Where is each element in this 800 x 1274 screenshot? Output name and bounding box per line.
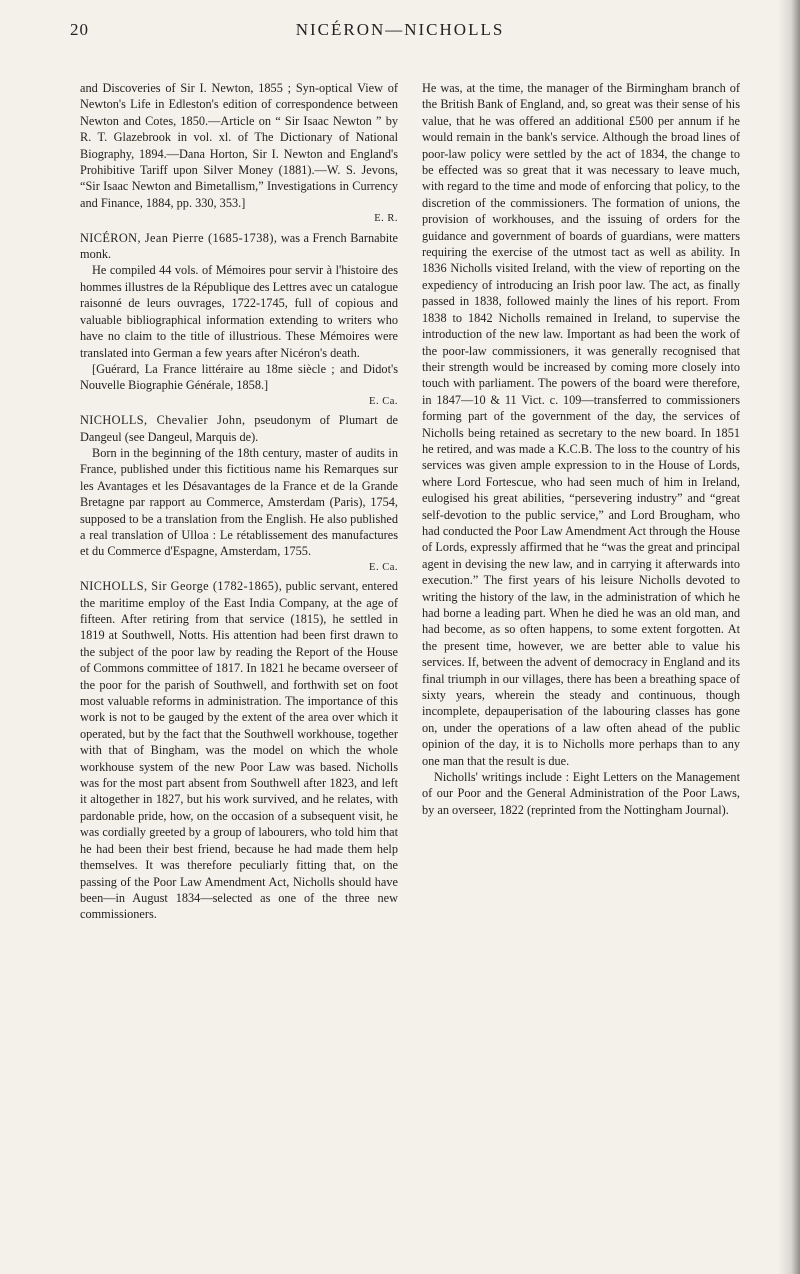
- entry-niceron: [80, 230, 398, 263]
- right-column: [422, 80, 740, 818]
- headword-niceron: NICÉRON, Jean Pierre (1685-1738),: [80, 230, 278, 245]
- paragraph: He compiled 44 vols. of Mémoires pour servir à l'histoire des hommes illustres de la République des Lettres avec un catalogue raisonné de leurs ouvrages, 1722-1745, full of copious and valuable bibliographical information extending to writers who have no claim to the title of illustrious. These Mémoires were translated into German a few years after Nicéron's death.: [80, 263, 398, 360]
- entry-chevalier-text: pseudonym of Plumart de Dangeul (see Dangeul, Marquis de).: [80, 413, 398, 444]
- page-number: 20: [70, 20, 89, 39]
- entry-chevalier-nicholls: [80, 412, 398, 445]
- headword-george-nicholls: NICHOLLS, Sir George (1782-1865),: [80, 579, 283, 594]
- paragraph: He was, at the time, the manager of the Birmingham branch of the British Bank of England, and, so great was their sense of his value, that he was offered an additional £500 per annum if he would remain in the bank's service. Although the broad lines of poor-law policy were settled by the act of 1834, the change to be effected was so great that it was necessary to leave much, with regard to the time and mode of enforcing that policy, to the discretion of the commissioners. The formation of unions, the provision of workhouses, and the issuing of orders for the guidance and government of boards of guardians, were matters requiring the exercise of the utmost tact as well as ability. In 1836 Nicholls visited Ireland, with the view of reporting on the expediency of introducing an Irish poor law. The act, as finally passed in 1838, followed mainly the lines of his report. From 1838 to 1842 Nicholls remained in Ireland, to supervise the introduction of the new law. Important as had been the work of the poor-law commissioners, it was generally recognised that their strength would be increased by coming more closely into touch with parliament. The powers of the board were therefore, in 1847—10 & 11 Vict. c. 109—transferred to commissioners forming part of the government of the day, the services of Nicholls being retained as secretary to the new board. In 1851 he retired, and was made a K.C.B. The loss to the country of his services was given ample expression to in the House of Lords, where Lord Fortescue, who had seen much of him in Ireland, eulogised his great abilities, “persevering industry” and “great self-devotion to the public service,” and Lord Brougham, who had conducted the Poor Law Amendment Act through the House of Lords, expressly affirmed that he “was the great and principal agent in devising the new law, and in carrying it afterwards into execution.” The first years of his leisure Nicholls devoted to writing the history of the law, in the administration of which he had borne a leading part. When he died he was an old man, and had become, as so often happens, to some extent forgotten. At the present time, however, we are better able to value his services. If, between the advent of democracy in England and its final triumph in our villages, there has been a breathing space of sixty years, wherein the steady and continuous, though incomplete, depauperisation of the labouring classes has gone on, under the operations of a law often ahead of the public opinion of the day, it is to Nicholls more perhaps than to any one man that the result is due.: [422, 81, 740, 768]
- author-signature: E. R.: [374, 213, 398, 225]
- entry-george-nicholls: [80, 578, 398, 923]
- author-signature: E. Ca.: [369, 561, 398, 573]
- headword-chevalier-nicholls: NICHOLLS, Chevalier John,: [80, 413, 246, 428]
- paragraph: Born in the beginning of the 18th century, master of audits in France, published under this fictitious name his Remarques sur les Avantages et les Désavantages de la France et de la Grande Bretagne par rapport au Commerce, Amsterdam (Paris), 1754, supposed to be a translation from the English. He also published a real translation of Ulloa : Le rétablissement des manufactures et du Commerce d'Espagne, Amsterdam, 1755.: [80, 445, 398, 559]
- author-signature: E. Ca.: [369, 395, 398, 407]
- page-edge-shadow: [778, 0, 800, 1274]
- entry-george-text: public servant, entered the maritime employ of the East India Company, at the age of fifteen. After retiring from that service (1815), he settled in 1819 at Southwell, Notts. His attention had been first drawn to the subject of the poor law by reading the Report of the House of Commons committee of 1817. In 1821 he became overseer of the poor for the parish of Southwell, and forthwith set on foot most valuable reforms in administration. The importance of this work is not to be gauged by the extent of the area over which it operated, but by the fact that the Southwell workhouse, together with that of Bingham, was the model on which the whole workhouse system of the new Poor Law was based. Nicholls was for the most part absent from Southwell after 1823, and left it altogether in 1827, but his work survived, and he relates, with pardonable pride, how, on the occasion of a subsequent visit, he was cordially greeted by a group of labourers, who told him that he had been their best friend, because he had made them help themselves. It was therefore peculiarly fitting that, on the passing of the Poor Law Amendment Act, Nicholls should have been—in August 1834—selected as one of the three new commissioners.: [80, 579, 399, 922]
- entry-niceron-text: was a French Barnabite monk.: [80, 230, 399, 262]
- left-column: [80, 80, 398, 923]
- writings-paragraph: Nicholls' writings include : Eight Letters on the Management of our Poor and the General Administration of the Poor Laws, by an overseer, 1822 (reprinted from the Nottingham Journal).: [422, 770, 740, 817]
- running-head: NICÉRON—NICHOLLS: [295, 20, 505, 39]
- continued-paragraph: and Discoveries of Sir I. Newton, 1855 ; Syn-optical View of Newton's Life in Edleston's edition of correspondence between Newton and Cotes, 1850.—Article on “ Sir Isaac Newton ” by R. T. Glazebrook in vol. xl. of The Dictionary of National Biography, 1894.—Dana Horton, Sir I. Newton and England's Prohibitive Tariff upon Silver Money (1881).—W. S. Jevons, “Sir Isaac Newton and Bimetallism,” Investigations in Currency and Finance, 1884, pp. 330, 353.]: [80, 81, 398, 210]
- bibliography: [Guérard, La France littéraire au 18me siècle ; and Didot's Nouvelle Biographie Générale, 1858.]: [80, 361, 398, 393]
